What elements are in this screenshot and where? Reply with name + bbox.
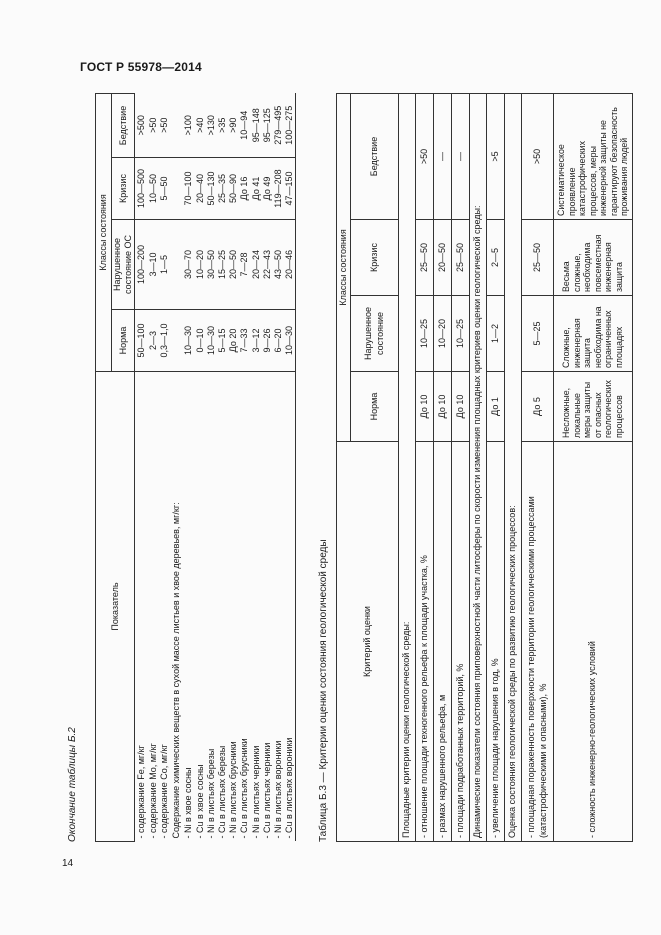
table-b3 <box>336 94 633 842</box>
cell-value: 5—25 <box>522 296 554 372</box>
col-header-disaster: Бедствие <box>351 93 399 219</box>
section-row <box>505 93 522 841</box>
cell-value <box>170 220 183 310</box>
table-row <box>228 93 239 841</box>
criterion-label: - отношение площади техногенного рельефа к площади участка, % <box>416 442 434 842</box>
cell-value: Весьма сложные, необходима повсеместная инженерная защита <box>554 220 633 296</box>
cell-value: 5—15 <box>217 310 228 372</box>
cell-value: 25—50 <box>452 220 470 296</box>
table-row <box>273 93 284 841</box>
cell-value <box>170 310 183 372</box>
row-label: - Ni в хвое сосны <box>183 372 194 842</box>
table-row <box>135 93 148 841</box>
cell-value: 119—208 <box>273 158 284 220</box>
cell-value: >500 <box>136 115 147 136</box>
cell-value <box>170 93 183 157</box>
cell-value: 1—5 <box>159 220 170 310</box>
table-row <box>452 93 470 841</box>
table-row <box>217 93 228 841</box>
col-header-disaster: Бедствие <box>112 93 135 157</box>
table-row <box>159 93 170 841</box>
col-header-classes: Классы состояния <box>337 93 351 441</box>
cell-value: 20—40 <box>195 158 206 220</box>
cell-value: >5 <box>487 93 505 219</box>
cell-value: 10—50 <box>148 158 159 220</box>
section-title: Оценка состояния геологической среды по развитию геологических процессов: <box>505 93 522 841</box>
cell-value: 30—50 <box>206 220 217 310</box>
table-row <box>251 93 262 841</box>
cell-value: 22—43 <box>262 220 273 310</box>
cell-value: 95—148 <box>250 108 261 143</box>
cell-value: 50—100 <box>135 310 148 372</box>
cell-value: 0,3—1,0 <box>159 310 170 372</box>
cell-value: >50 <box>522 93 554 219</box>
cell-value: 0—10 <box>195 310 206 372</box>
table-b3-caption: Таблица Б.3 — Критерии оценки состояния геологической среды <box>318 539 329 842</box>
cell-value: >50 <box>147 117 158 133</box>
cell-value: 10—30 <box>206 310 217 372</box>
table-row <box>170 93 183 841</box>
cell-value: 100—500 <box>135 158 148 220</box>
cell-value: 20—24 <box>251 220 262 310</box>
row-label: - Ni в листьях березы <box>206 372 217 842</box>
cell-value: 100—275 <box>284 105 295 145</box>
cell-value: 20—46 <box>284 220 296 310</box>
table-row <box>239 93 250 841</box>
cell-value: 15—25 <box>217 220 228 310</box>
cell-value: До 5 <box>522 372 554 442</box>
table-b2-caption: Окончание таблицы Б.2 <box>67 727 78 842</box>
cell-value: До 20 <box>228 310 239 372</box>
cell-value: 50—90 <box>228 158 239 220</box>
criterion-label: - площади подработанных территорий, % <box>452 442 470 842</box>
cell-value: >130 <box>205 115 216 136</box>
cell-value: 20—50 <box>228 220 239 310</box>
cell-value: 47—150 <box>284 158 296 220</box>
cell-value: 3—12 <box>251 310 262 372</box>
cell-value: До 10 <box>452 372 470 442</box>
col-header-indicator: Показатель <box>96 372 135 842</box>
cell-value: Систематическое проявление катастрофических процессов, меры инженерной защиты не гарантируют безопасность проживания людей <box>554 93 633 219</box>
criterion-label: - размах нарушенного рельефа, м <box>434 442 452 842</box>
cell-value: 6—20 <box>273 310 284 372</box>
cell-value: 10—25 <box>452 296 470 372</box>
col-header-classes: Классы состояния <box>96 93 112 371</box>
row-label: - Cu в хвое сосны <box>195 372 206 842</box>
cell-value: >50 <box>416 93 434 219</box>
table-b2 <box>95 94 296 842</box>
col-header-disturbed: Нарушенное состояние <box>351 296 399 372</box>
cell-value: >35 <box>216 117 227 133</box>
table-row <box>195 93 206 841</box>
cell-value: — <box>452 93 470 219</box>
table-row <box>434 93 452 841</box>
row-label: - Ni в листьях брусники <box>228 372 239 842</box>
cell-value: >90 <box>228 117 239 133</box>
row-label: - Cu в листьях брусники <box>239 372 250 842</box>
col-header-disturbed: Нарушенное состояние ОС <box>112 220 135 310</box>
cell-value: 25—50 <box>522 220 554 296</box>
table-row <box>284 93 296 841</box>
table-row <box>487 93 505 841</box>
row-label: - Cu в листьях березы <box>217 372 228 842</box>
cell-value: >40 <box>194 117 205 133</box>
cell-value: До 41 <box>251 158 262 220</box>
col-header-crisis: Кризис <box>112 158 135 220</box>
row-label: - содержание Fe, мг/кг <box>135 372 148 842</box>
cell-value: 1—2 <box>487 296 505 372</box>
row-label: Содержание химических веществ в сухой массе листьев и хвое деревьев, мг/кг: <box>170 372 183 842</box>
cell-value: 10—30 <box>284 310 296 372</box>
cell-value: 100—200 <box>135 220 148 310</box>
cell-value: До 10 <box>434 372 452 442</box>
cell-value: 2—5 <box>487 220 505 296</box>
criterion-label: - площадная пораженность поверхности территории геологическими процессами (катастрофическими и опасными), % <box>522 442 554 842</box>
cell-value: 50—130 <box>206 158 217 220</box>
section-row <box>399 93 416 841</box>
row-label: - Ni в листьях черники <box>251 372 262 842</box>
cell-value: 30—70 <box>183 220 194 310</box>
table-row <box>416 93 434 841</box>
row-label: - Cu в листьях вороники <box>284 372 296 842</box>
col-header-crisis: Кризис <box>351 220 399 296</box>
table-row <box>262 93 273 841</box>
cell-value: Несложные, локальные меры защиты от опасных геологических процессов <box>554 372 633 442</box>
cell-value: 279—495 <box>272 105 283 145</box>
cell-value: 7—28 <box>239 220 250 310</box>
cell-value: >50 <box>159 117 170 133</box>
cell-value: 10—20 <box>434 296 452 372</box>
cell-value: До 1 <box>487 372 505 442</box>
row-label: - Cu в листьях черники <box>262 372 273 842</box>
col-header-norm: Норма <box>112 310 135 372</box>
section-title: Площадные критерии оценки геологической среды: <box>399 93 416 841</box>
table-row <box>183 93 194 841</box>
criterion-label: - увеличение площади нарушения в год, % <box>487 442 505 842</box>
table-row <box>554 93 633 841</box>
section-title: Динамические показатели состояния приповерхностной части литосферы по скорости изменения площадных критериев оценки геологической среды: <box>470 93 487 841</box>
cell-value: — <box>434 93 452 219</box>
cell-value: 70—100 <box>183 158 194 220</box>
row-label: - Ni в листьях вороники <box>273 372 284 842</box>
cell-value: 25—50 <box>416 220 434 296</box>
cell-value: >100 <box>183 115 194 136</box>
cell-value: 10—25 <box>416 296 434 372</box>
cell-value: Сложные, инженерная защита необходима на ограниченных площадях <box>554 296 633 372</box>
table-row <box>522 93 554 841</box>
cell-value: 9—26 <box>262 310 273 372</box>
page-number: 14 <box>62 858 74 869</box>
cell-value: 20—50 <box>434 220 452 296</box>
cell-value: 3—10 <box>148 220 159 310</box>
col-header-criteria: Критерий оценки <box>337 442 399 842</box>
document-header: ГОСТ Р 55978—2014 <box>80 60 202 74</box>
cell-value: До 16 <box>239 158 250 220</box>
cell-value: До 10 <box>416 372 434 442</box>
cell-value: 7—33 <box>239 310 250 372</box>
section-row <box>470 93 487 841</box>
table-row <box>206 93 217 841</box>
cell-value: 43—50 <box>273 220 284 310</box>
cell-value: 25—35 <box>217 158 228 220</box>
cell-value: До 49 <box>262 158 273 220</box>
row-label: - содержание Co, мг/кг <box>159 372 170 842</box>
cell-value: 10—20 <box>195 220 206 310</box>
criterion-label: - сложность инженерно-геологических условий <box>554 442 633 842</box>
row-label: - содержание Mo, мг/кг <box>148 372 159 842</box>
cell-value: 10—94 <box>239 110 250 140</box>
table-row <box>148 93 159 841</box>
cell-value: 95—125 <box>261 108 272 143</box>
cell-value: 5—50 <box>159 158 170 220</box>
cell-value: 2—3 <box>148 310 159 372</box>
col-header-norm: Норма <box>351 372 399 442</box>
cell-value <box>170 158 183 220</box>
cell-value: 10—30 <box>183 310 194 372</box>
